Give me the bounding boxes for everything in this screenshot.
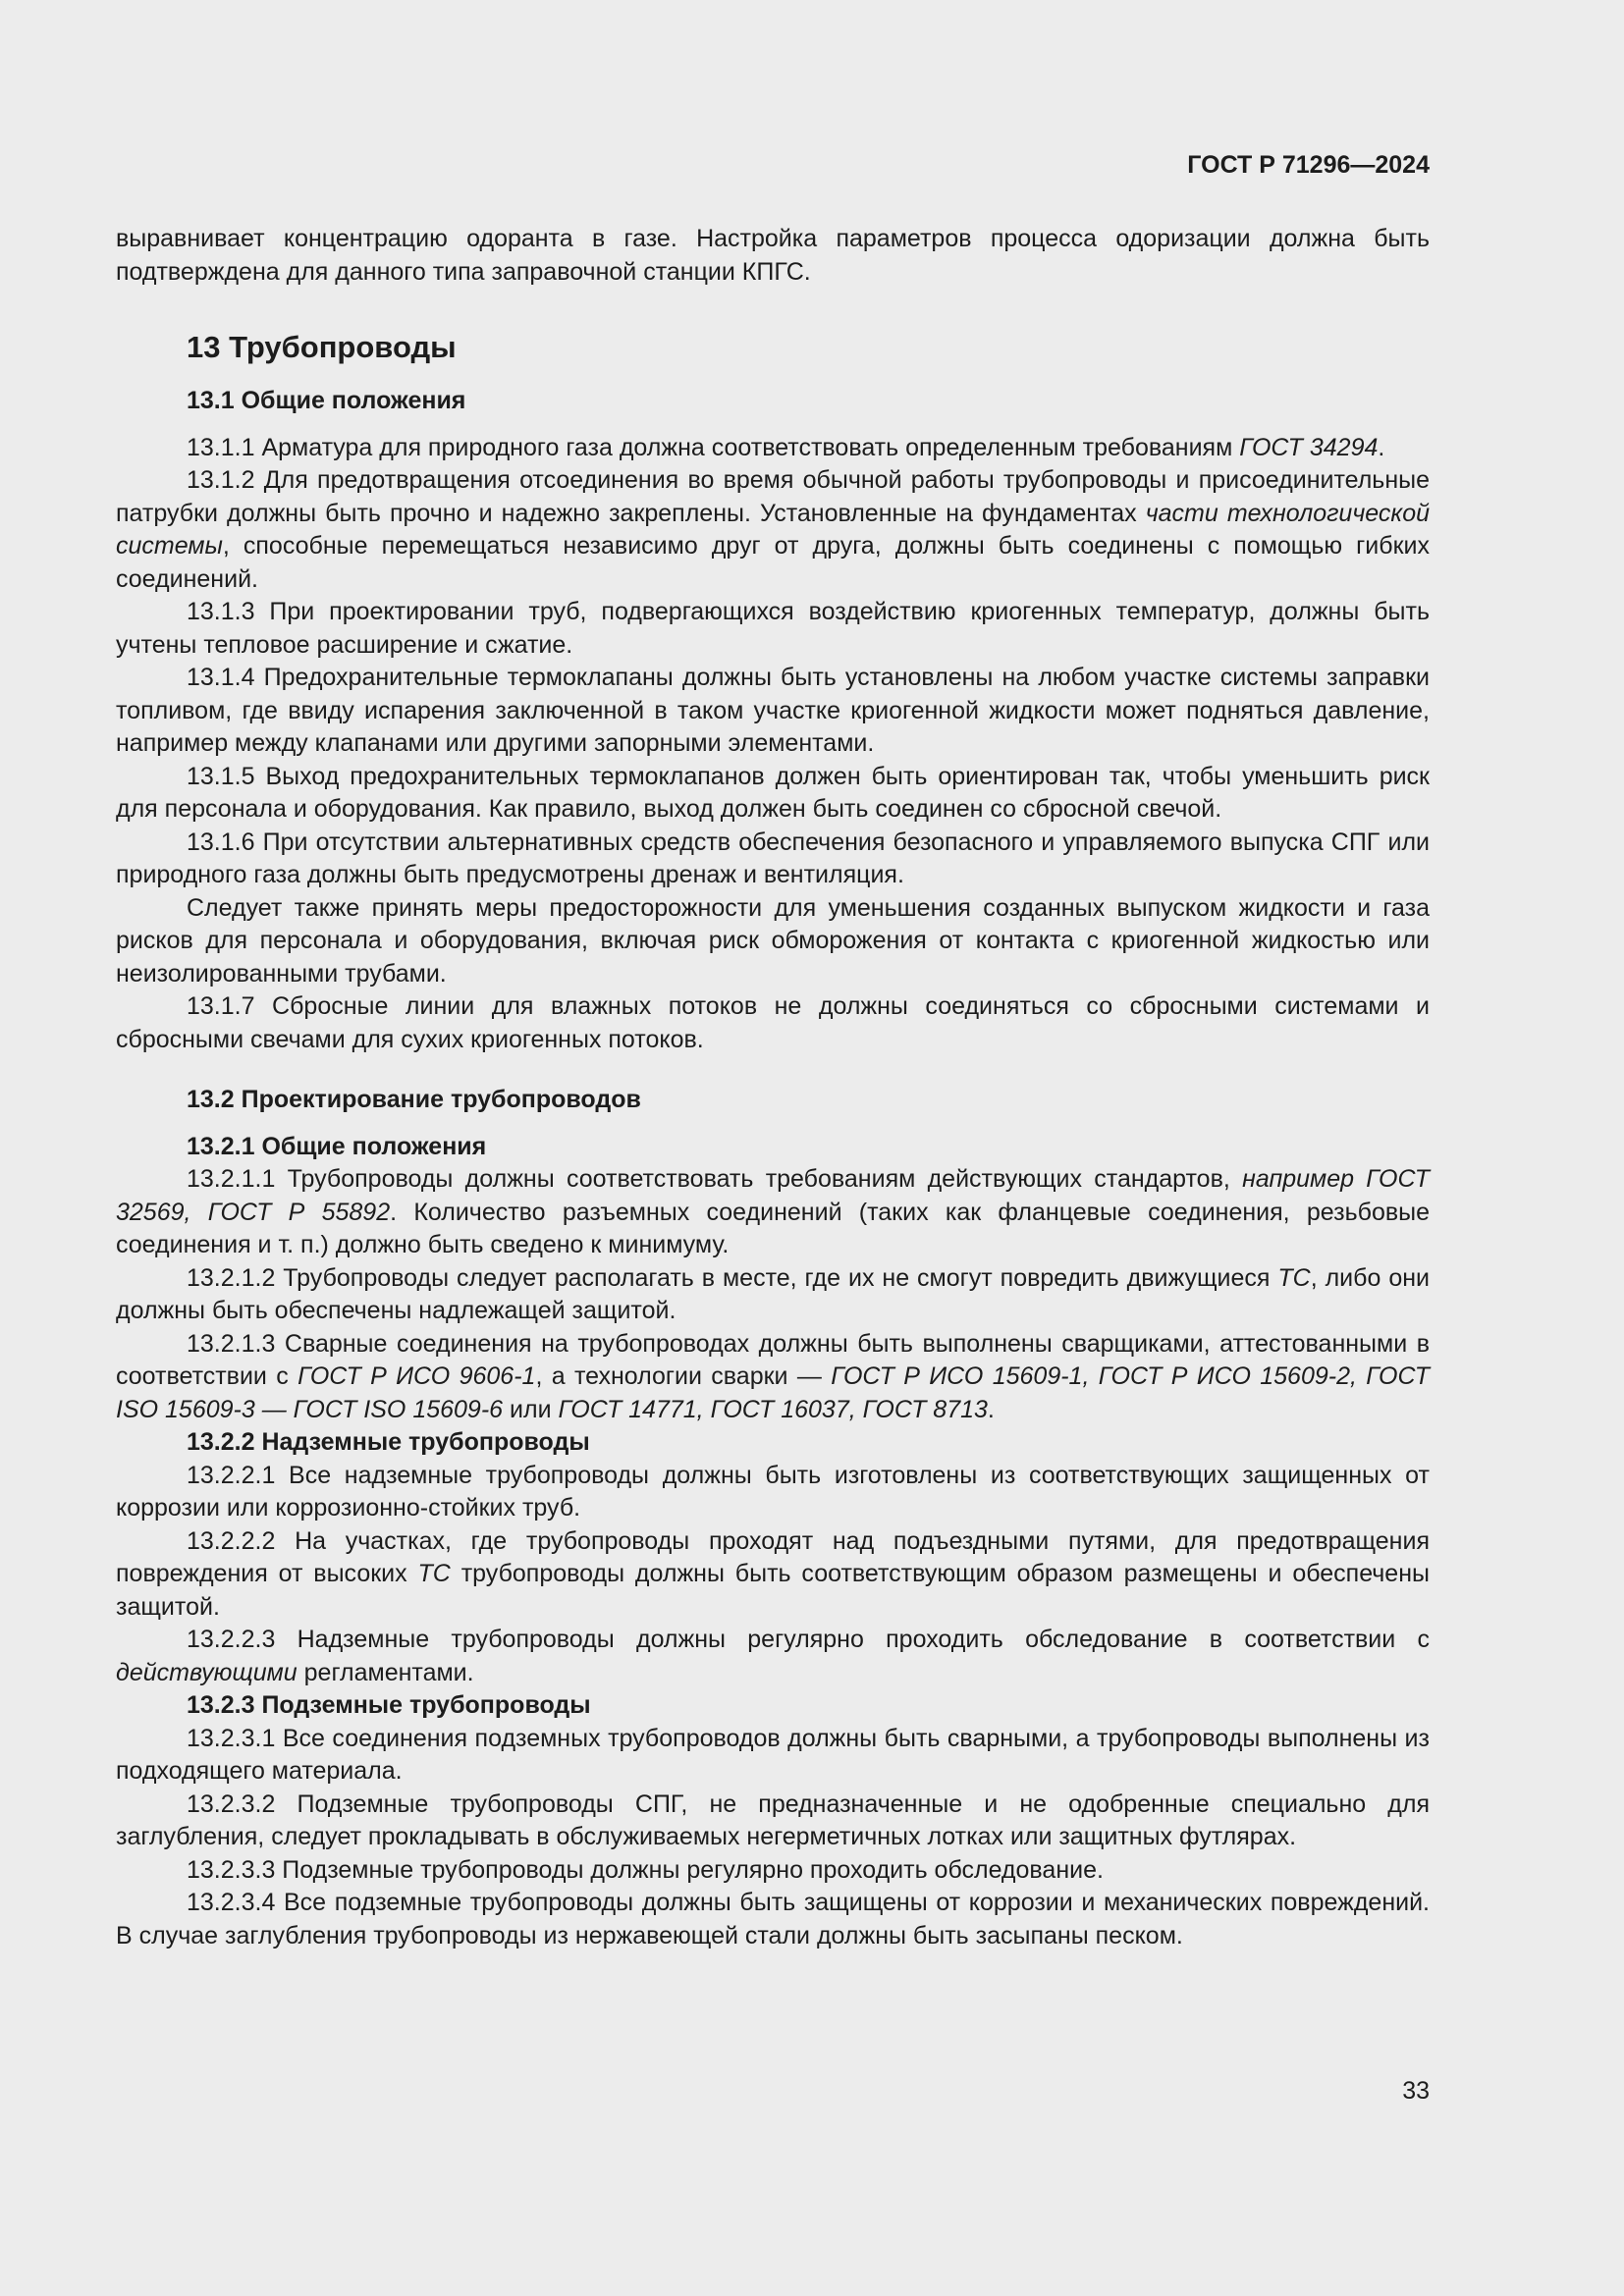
term-reference: ТС [417,1560,451,1587]
paragraph-13-2-1-3: 13.2.1.3 Сварные соединения на трубопроводах должны быть выполнены сварщиками, аттестованными в соответствии с ГОСТ Р ИСО 9606-1, а технологии сварки — ГОСТ Р ИСО 15609-1, ГОСТ Р ИСО 15609-2, ГОСТ ISO 15609-3 — ГОСТ ISO 15609-6 или ГОСТ 14771, ГОСТ 16037, ГОСТ 8713. [116,1329,1430,1423]
standard-reference: ГОСТ Р ИСО 15609-1, ГОСТ Р ИСО 15609-2, ГОСТ ISO 15609-3 — ГОСТ ISO 15609-6 [116,1362,1430,1423]
paragraph-13-2-3-2: 13.2.3.2 Подземные трубопроводы СПГ, не предназначенные и не одобренные специально для заглубления, следует прокладывать в обслуживаемых негерметичных лотках или защитных футлярах. [116,1789,1430,1850]
paragraph-13-2-2-1: 13.2.2.1 Все надземные трубопроводы должны быть изготовлены из соответствующих защищенных от коррозии или коррозионно-стойких труб. [116,1461,1430,1522]
paragraph-13-1-2: 13.1.2 Для предотвращения отсоединения во время обычной работы трубопроводы и присоединительные патрубки должны быть прочно и надежно закреплены. Установленные на фундаментах части технологической системы, способные перемещаться независимо друг от друга, должны быть соединены с помощью гибких соединений. [116,466,1431,593]
intro-paragraph: выравнивает концентрацию одоранта в газе. Настройка параметров процесса одоризации должна быть подтверждена для данного типа заправочной станции КПГС. [116,225,1430,286]
paragraph-13-1-6: 13.1.6 При отсутствии альтернативных средств обеспечения безопасного и управляемого выпуска СПГ или природного газа должны быть предусмотрены дренаж и вентиляция. [116,828,1430,888]
document-header: ГОСТ Р 71296—2024 [1187,151,1430,179]
paragraph-13-1-7: 13.1.7 Сбросные линии для влажных потоков не должны соединяться со сбросными системами и сбросными свечами для сухих криогенных потоков. [116,992,1430,1053]
paragraph-13-2-3-4: 13.2.3.4 Все подземные трубопроводы должны быть защищены от коррозии и механических повреждений. В случае заглубления трубопроводы из нержавеющей стали должны быть засыпаны песком. [116,1889,1430,1949]
standard-reference: ГОСТ 34294 [1239,433,1379,461]
paragraph-13-2-2-2: 13.2.2.2 На участках, где трубопроводы проходят над подъездными путями, для предотвращения повреждения от высоких ТС трубопроводы должны быть соответствующим образом размещены и обеспечены защитой. [116,1526,1430,1621]
paragraph-13-2-1-2: 13.2.1.2 Трубопроводы следует располагать в месте, где их не смогут повредить движущиеся ТС, либо они должны быть обеспечены надлежащей защитой. [116,1263,1430,1324]
subsection-title-13-1: 13.1 Общие положения [187,387,466,414]
page-number: 33 [1402,2077,1430,2105]
paragraph-13-1-5: 13.1.5 Выход предохранительных термоклапанов должен быть ориентирован так, чтобы уменьшить риск для персонала и оборудования. Как правило, выход должен быть соединен со сбросной свечой. [116,762,1430,823]
paragraph-13-2-1-1: 13.2.1.1 Трубопроводы должны соответствовать требованиям действующих стандартов, например ГОСТ 32569, ГОСТ Р 55892. Количество разъемных соединений (таких как фланцевые соединения, резьбовые соединения и т. п.) должно быть сведено к минимуму. [116,1165,1430,1258]
term-reference: действующими [116,1658,298,1686]
paragraph-13-1-6-cont: Следует также принять меры предосторожности для уменьшения созданных выпуском жидкости и газа рисков для персонала и оборудования, включая риск обморожения от контакта с криогенной жидкостью или неизолированными трубами. [116,893,1430,988]
paragraph-13-1-4: 13.1.4 Предохранительные термоклапаны должны быть установлены на любом участке системы заправки топливом, где ввиду испарения заключенной в таком участке криогенной жидкости может подняться давление, например между клапанами или другими запорными элементами. [116,664,1430,757]
paragraph-13-1-1: 13.1.1 Арматура для природного газа должна соответствовать определенным требованиям ГОСТ 34294. [187,433,1385,461]
paragraph-13-1-3: 13.1.3 При проектировании труб, подвергающихся воздействию криогенных температур, должны быть учтены тепловое расширение и сжатие. [116,598,1430,659]
term-reference: ТС [1277,1263,1311,1292]
subsection-title-13-2-1: 13.2.1 Общие положения [187,1132,487,1160]
standard-reference: ГОСТ 14771, ГОСТ 16037, ГОСТ 8713 [558,1395,988,1423]
paragraph-13-2-3-1: 13.2.3.1 Все соединения подземных трубопроводов должны быть сварными, а трубопроводы выполнены из подходящего материала. [116,1724,1430,1785]
document-body [116,223,1430,1952]
term-reference: части технологической системы [116,499,1431,560]
standard-reference: например ГОСТ 32569, ГОСТ Р 55892 [116,1165,1430,1226]
paragraph-13-2-3-3: 13.2.3.3 Подземные трубопроводы должны регулярно проходить обследование. [187,1855,1104,1884]
subsection-title-13-2-2: 13.2.2 Надземные трубопроводы [187,1428,590,1456]
section-title: 13 Трубопроводы [187,330,457,364]
paragraph-13-2-2-3: 13.2.2.3 Надземные трубопроводы должны регулярно проходить обследование в соответствии с действующими регламентами. [116,1626,1430,1686]
subsection-title-13-2-3: 13.2.3 Подземные трубопроводы [187,1691,591,1719]
standard-reference: ГОСТ Р ИСО 9606-1 [298,1362,536,1390]
subsection-title-13-2: 13.2 Проектирование трубопроводов [187,1086,641,1113]
